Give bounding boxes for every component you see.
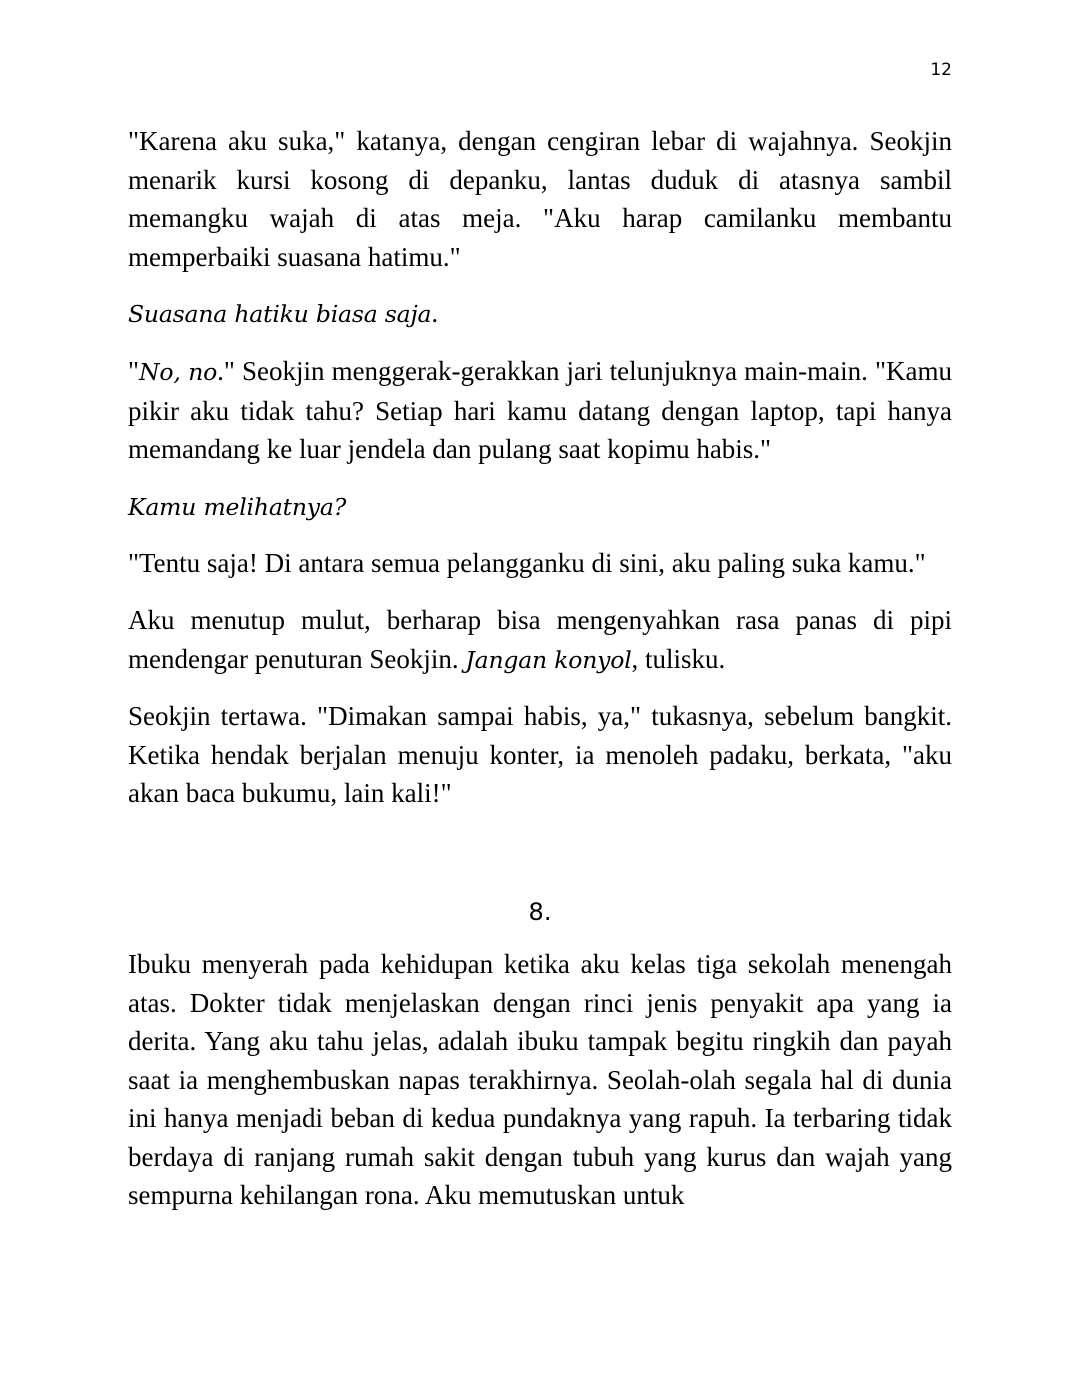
paragraph-text: Aku menutup mulut, berharap bisa mengenyahkan rasa panas di pipi mendengar penuturan Seokjin. xyxy=(128,604,952,674)
paragraph-narration-tertawa xyxy=(128,697,952,813)
italic-text: Jangan konyol xyxy=(465,645,632,674)
paragraph-text: . xyxy=(431,298,439,329)
page-number: 12 xyxy=(930,60,952,80)
paragraph-text: "Karena aku suka," katanya, dengan cengiran lebar di wajahnya. Seokjin menarik kursi kosong di depanku, lantas duduk di atasnya sambil memangku wajah di atas meja. "Aku harap camilanku membantu memperbaiki suasana hatimu." xyxy=(128,126,952,272)
italic-text: Kamu melihatnya? xyxy=(128,492,347,521)
paragraph-thought-suasana xyxy=(128,294,952,334)
chapter-heading: 8. xyxy=(528,897,552,926)
paragraph-text: ." Seokjin menggerak-gerakkan jari telunjuknya main-main. "Kamu pikir aku tidak tahu? Setiap hari kamu datang dengan laptop, tapi hanya memandang ke luar jendela dan pulang saat kopimu habis." xyxy=(128,355,952,465)
paragraph-dialogue-no-no xyxy=(128,352,952,469)
paragraph-text: Ibuku menyerah pada kehidupan ketika aku kelas tiga sekolah menengah atas. Dokter tidak menjelaskan dengan rinci jenis penyakit apa yang ia derita. Yang aku tahu jelas, adalah ibuku tampak begitu ringkih dan payah saat ia menghembuskan napas terakhirnya. Seolah-olah segala hal di dunia ini hanya menjadi beban di kedua pundaknya yang rapuh. Ia terbaring tidak berdaya di ranjang rumah sakit dengan tubuh yang kurus dan wajah yang sempurna kehilangan rona. Aku memutuskan untuk xyxy=(128,948,952,1211)
italic-text: Suasana hatiku biasa saja xyxy=(128,300,432,329)
paragraph-text: Seokjin tertawa. "Dimakan sampai habis, ya," tukasnya, sebelum bangkit. Ketika hendak berjalan menuju konter, ia menoleh padaku, berkata, "aku akan baca bukumu, lain kali!" xyxy=(128,701,952,809)
paragraph-dialogue-tentu xyxy=(128,544,952,583)
paragraph-text: " xyxy=(128,355,140,386)
paragraph-text: "Tentu saja! Di antara semua pelangganku di sini, aku paling suka kamu." xyxy=(128,548,926,579)
paragraph-narration-menutup xyxy=(128,601,952,679)
paragraph-text: , tulisku. xyxy=(631,643,726,674)
chapter-paragraph xyxy=(128,945,952,1215)
italic-text: No, no xyxy=(139,357,218,386)
paragraph-dialogue-karena xyxy=(128,122,952,276)
paragraph-thought-melihat xyxy=(128,487,952,527)
document-body xyxy=(128,122,952,1233)
